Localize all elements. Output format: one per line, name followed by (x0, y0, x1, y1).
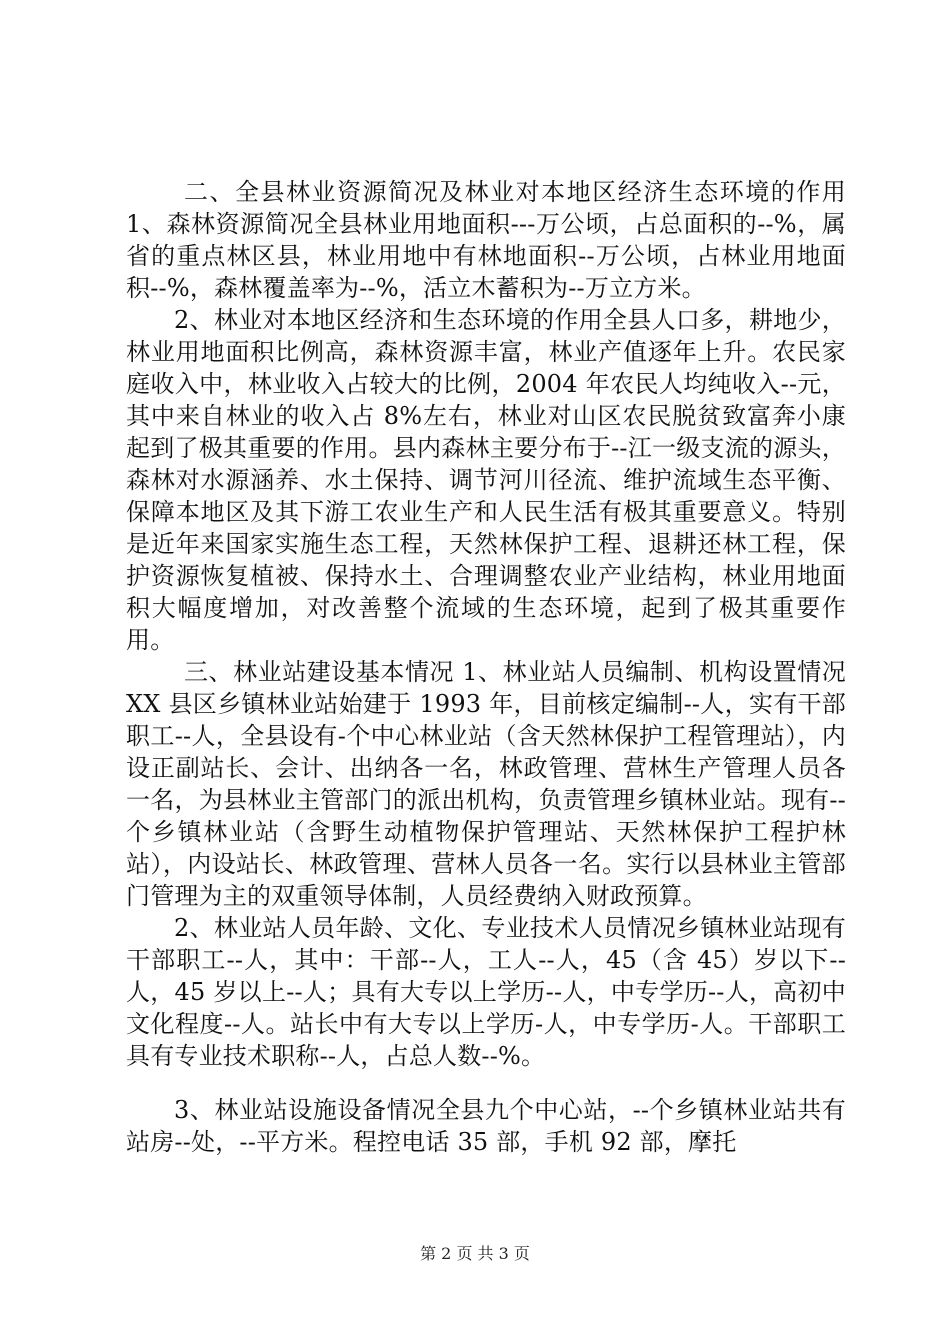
document-body (126, 176, 846, 1158)
paragraph-forestry-role: 2、林业对本地区经济和生态环境的作用全县人口多，耕地少，林业用地面积比例高，森林资源丰富，林业产值逐年上升。农民家庭收入中，林业收入占较大的比例，2004 年农民人均纯收入--元，其中来自林业的收入占 8%左右，林业对山区农民脱贫致富奔小康起到了极其重要的作用。县内森林主要分布于--江一级支流的源头，森林对水源涵养、水土保持、调节河川径流、维护流域生态平衡、保障本地区及其下游工农业生产和人民生活有极其重要意义。特别是近年来国家实施生态工程，天然林保护工程、退耕还林工程，保护资源恢复植被、保持水土、合理调整农业产业结构，林业用地面积大幅度增加，对改善整个流域的生态环境，起到了极其重要作用。 (126, 306, 846, 654)
paragraph-station-facilities: 3、林业站设施设备情况全县九个中心站，--个乡镇林业站共有站房--处，--平方米。程控电话 35 部，手机 92 部，摩托 (126, 1096, 846, 1156)
paragraph-forest-resources: 二、全县林业资源简况及林业对本地区经济生态环境的作用 1、森林资源简况全县林业用地面积---万公顷，占总面积的--%，属省的重点林区县，林业用地中有林地面积--万公顷，占林业用地面积--%，森林覆盖率为--%，活立木蓄积为--万立方米。 (126, 178, 846, 302)
paragraph-station-staff: 2、林业站人员年龄、文化、专业技术人员情况乡镇林业站现有干部职工--人，其中：干部--人，工人--人，45（含 45）岁以下--人，45 岁以上--人；具有大专以上学历--人，中专学历--人，高初中文化程度--人。站长中有大专以上学历-人，中专学历-人。干部职工具有专业技术职称--人，占总人数--%。 (126, 914, 846, 1070)
paragraph-station-construction: 三、林业站建设基本情况 1、林业站人员编制、机构设置情况 XX 县区乡镇林业站始建于 1993 年，目前核定编制--人，实有干部职工--人，全县设有-个中心林业站（含天然林保护工程管理站），内设正副站长、会计、出纳各一名，林政管理、营林生产管理人员各一名，为县林业主管部门的派出机构，负责管理乡镇林业站。现有--个乡镇林业站（含野生动植物保护管理站、天然林保护工程护林站），内设站长、林政管理、营林人员各一名。实行以县林业主管部门管理为主的双重领导体制，人员经费纳入财政预算。 (126, 658, 846, 910)
page-number-footer: 第 2 页 共 3 页 (420, 1244, 530, 1263)
